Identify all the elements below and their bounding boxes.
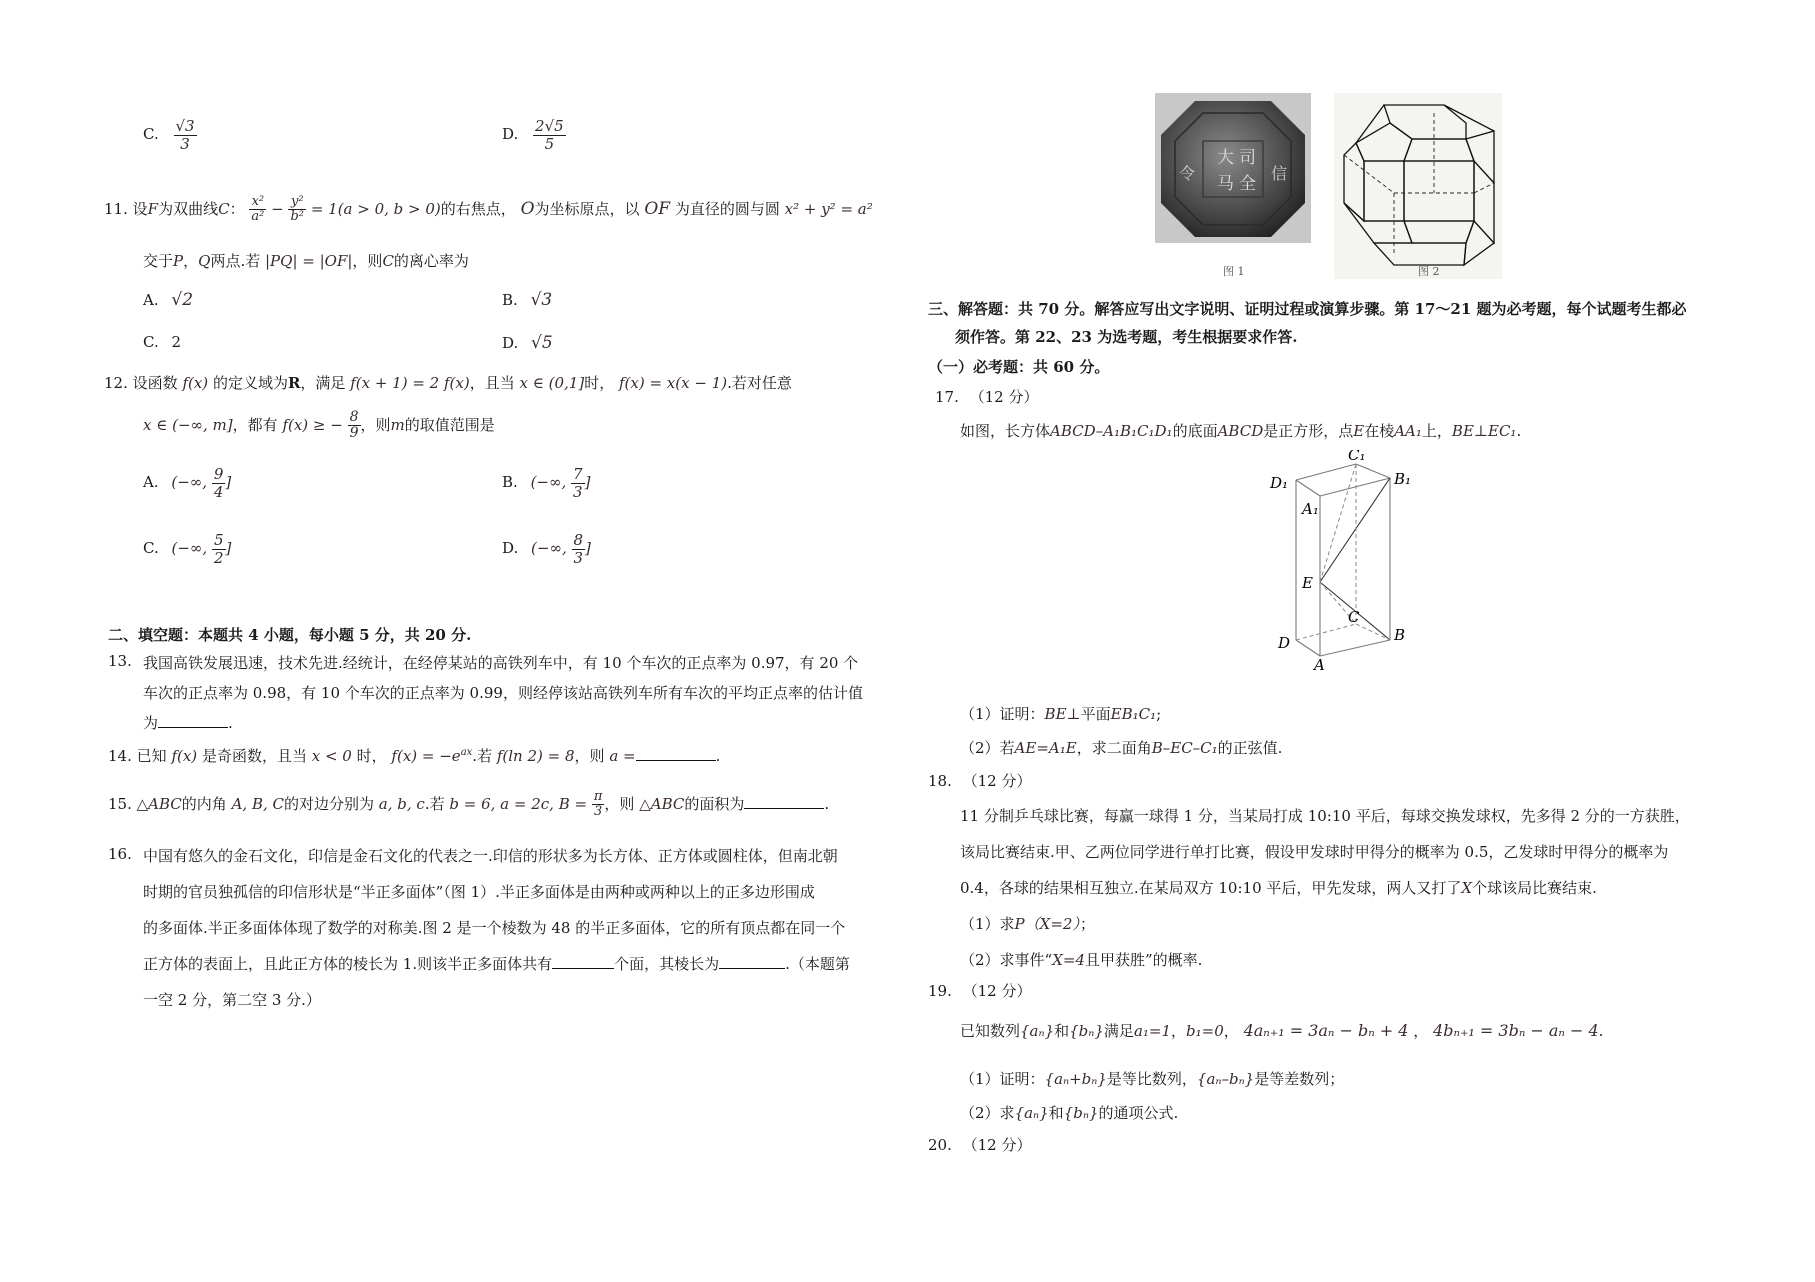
q12-option-a — [143, 466, 231, 500]
q12-option-c-label: C. — [143, 539, 159, 557]
q20-number: 20. — [928, 1136, 952, 1154]
q15-frac-pi3 — [592, 790, 605, 820]
q19-header — [928, 980, 1032, 1001]
q12-option-a-label: A. — [143, 473, 159, 491]
q12-eq-1: f(x + 1) = 2 f(x) — [350, 374, 470, 392]
q16-line3: 的多面体.半正多面体体现了数学的对称美.图 2 是一个棱数为 48 的半正多面体，它的所有顶点都在同一个 — [143, 919, 846, 937]
q19-stem — [960, 1020, 1603, 1041]
q11-minus: − — [271, 199, 284, 218]
q13-line3-text: 为 — [143, 714, 159, 732]
q14-text-a: 已知 — [136, 747, 167, 765]
q16-line4-c: .（本题第 — [785, 955, 850, 973]
q17-part2-a: （2）若 — [960, 739, 1015, 757]
q12-line2-c: 的取值范围是 — [404, 415, 495, 434]
q18-score: （12 分） — [962, 772, 1032, 790]
q11-line2-sep: ， — [183, 252, 199, 270]
figure-2-polyhedron — [1334, 93, 1502, 279]
q13-line3: 为 . — [143, 714, 233, 732]
q19-stem-a1: a₁=1 — [1133, 1022, 1172, 1040]
q17-number: 17. — [935, 388, 959, 406]
q19-score: （12 分） — [962, 982, 1032, 1000]
q12-option-c — [143, 532, 231, 566]
q11-option-d-label: D. — [502, 334, 519, 352]
q11-text-e: 为坐标原点，以 — [534, 199, 640, 218]
q11-text-c: ： — [229, 199, 245, 218]
q10-option-d-fraction — [533, 118, 566, 152]
q11-var-of: OF — [644, 198, 671, 219]
q11-option-b — [502, 290, 552, 310]
section2-title: 二、填空题：本题共 4 小题，每小题 5 分，共 20 分. — [108, 626, 472, 644]
q14-eq-4: a = — [609, 747, 636, 765]
q12-option-a-num: 9 — [213, 465, 224, 483]
q19-stem-an: {aₙ} — [1020, 1022, 1055, 1040]
seal-char-6: 令 — [1179, 164, 1196, 183]
q12-var-r: R — [287, 374, 301, 392]
q16-line4-a: 正方体的表面上，且此正方体的棱长为 1.则该半正多面体共有 — [143, 955, 553, 973]
q17-stem — [960, 420, 1521, 441]
q17-stem-e: 上， — [1421, 422, 1452, 440]
q18-part1-b: ； — [1079, 915, 1095, 933]
q19-part1-eq1: {aₙ+bₙ} — [1044, 1070, 1107, 1088]
q17-stem-eq3: AA₁ — [1394, 422, 1422, 440]
q13-number: 13. — [108, 652, 132, 670]
q16-number: 16. — [108, 845, 132, 863]
q12-option-c-post: ] — [225, 539, 232, 557]
q11-number: 11. — [104, 199, 128, 218]
q19-eq-end: . — [1598, 1022, 1604, 1040]
q18-part1-a: （1）求 — [960, 915, 1015, 933]
q13-line2: 车次的正点率为 0.98，有 10 个车次的正点率为 0.99，则经停该站高铁列车所有车次的平均正点率的估计值 — [143, 684, 863, 702]
label-a1: A₁ — [1302, 500, 1319, 518]
q12-eq-fx: f(x) — [182, 374, 209, 392]
q18-part1 — [960, 913, 1095, 934]
q18-line3-b: 个球该局比赛结束. — [1472, 879, 1597, 897]
q17-stem-f: . — [1516, 422, 1522, 440]
q12-option-b-den: 3 — [573, 482, 583, 501]
q11-line2-b: 两点.若 — [210, 252, 261, 270]
q15-eq-2: A, B, C — [231, 794, 284, 813]
q11-option-c-value: 2 — [171, 333, 182, 351]
q12-line2-b: ，则 — [360, 415, 391, 434]
q12-line2-eq2: f(x) ≥ − — [282, 415, 343, 434]
q17-stem-a: 如图，长方体 — [960, 422, 1051, 440]
q11-var-q: Q — [198, 252, 211, 270]
q17-part2-eq: AE=A₁E — [1014, 739, 1077, 757]
q12-text-d: ，且当 — [469, 374, 515, 392]
polyhedron-svg — [1334, 93, 1502, 279]
q16-line4-b: 个面，其棱长为 — [614, 955, 720, 973]
q10-option-d-num: 2√5 — [535, 117, 564, 135]
q11-var-o: O — [520, 198, 535, 219]
q12-stem-line2 — [143, 410, 495, 442]
q19-part2-c: 的通项公式. — [1098, 1104, 1179, 1122]
seal-char-2: 司 — [1239, 148, 1256, 168]
q12-text-c: ，满足 — [300, 374, 346, 392]
q12-eq-3: f(x) = x(x − 1) — [618, 374, 728, 392]
q10-option-d — [502, 118, 566, 152]
label-b: B — [1394, 626, 1406, 644]
q19-number: 19. — [928, 982, 952, 1000]
q17-part1-a: （1）证明： — [960, 705, 1045, 723]
seal-char-5: 信 — [1271, 164, 1288, 183]
q12-option-a-den: 4 — [213, 482, 224, 501]
q11-option-c-label: C. — [143, 333, 159, 351]
q11-line2-c: ，则 — [352, 252, 383, 270]
q20-score: （12 分） — [962, 1136, 1032, 1154]
q12-option-c-pre: (−∞, — [171, 539, 212, 557]
q17-part1-eq2: EB₁C₁ — [1110, 705, 1157, 723]
q15-text-b: 的对边分别为 — [284, 794, 375, 813]
q11-var-f: F — [147, 199, 159, 218]
q19-eq-1: 4aₙ₊₁ = 3aₙ − bₙ + 4 — [1243, 1021, 1409, 1040]
q12-option-a-post: ] — [225, 473, 232, 491]
q19-stem-sep: ， — [1171, 1022, 1187, 1040]
q15-text-a: 的内角 — [181, 794, 227, 813]
q12-option-b-post: ] — [584, 473, 591, 491]
q12-text-e: 时， — [584, 374, 615, 392]
q10-option-c — [143, 118, 197, 152]
q15-stem: 15. △ABC的内角 A, B, C的对边分别为 a, b, c.若 b = 6, a = 2c, B = $\frac{\pi}{3}$ ，则 △ABC的面积为 . — [108, 789, 830, 820]
q18-line1: 11 分制乒乓球比赛，每赢一球得 1 分，当某局打成 10:10 平后，每球交换发球权，先多得 2 分的一方获胜， — [960, 807, 1690, 825]
q17-stem-b: 的底面 — [1172, 422, 1218, 440]
q17-stem-c: 是正方形，点 — [1263, 422, 1354, 440]
q12-option-b-frac — [571, 466, 585, 500]
q17-stem-eq: ABCD–A₁B₁C₁D₁ — [1050, 422, 1173, 440]
q10-option-d-den: 5 — [544, 134, 555, 153]
q15-text-d: ，则 — [604, 794, 635, 813]
q12-stem-line1 — [104, 372, 792, 393]
q18-part2-b: 且甲获胜”的概率. — [1085, 951, 1203, 969]
q12-text-f: .若对任意 — [727, 374, 792, 392]
q19-stem-d: ， — [1223, 1022, 1239, 1040]
q11-frac-x — [249, 195, 266, 225]
q20-header — [928, 1134, 1032, 1155]
q12-line2-eq: x ∈ (−∞, m] — [143, 415, 233, 434]
q14-answer-blank[interactable] — [636, 746, 716, 761]
q18-line3-a: 0.4，各球的结果相互独立.在某局双方 10:10 平后，甲先发球，两人又打了 — [960, 879, 1462, 897]
q17-cuboid-figure — [1268, 450, 1428, 672]
q11-eq-circle: x² + y² = a² — [784, 199, 873, 218]
q15-eq-3: a, b, c — [378, 794, 425, 813]
q12-eq-2: x ∈ (0,1] — [519, 374, 585, 392]
q17-part1-b: 平面 — [1080, 705, 1111, 723]
q12-option-b-label: B. — [502, 473, 518, 491]
q16-line2: 时期的官员独孤信的印信形状是“半正多面体”（图 1）.半正多面体是由两种或两种以上的正多边形围成 — [143, 883, 815, 901]
label-b1: B₁ — [1394, 470, 1412, 488]
q19-part1-a: （1）证明： — [960, 1070, 1045, 1088]
q17-part1-c: ; — [1156, 705, 1162, 723]
q12-option-b-pre: (−∞, — [530, 473, 572, 491]
q15-text-c: .若 — [424, 794, 445, 813]
q17-part2-c: 的正弦值. — [1217, 739, 1283, 757]
q11-frac-x-den: a² — [251, 209, 265, 225]
q19-stem-c: 满足 — [1103, 1022, 1134, 1040]
q17-part1 — [960, 703, 1161, 724]
q18-number: 18. — [928, 772, 952, 790]
q17-part2-eq2: B–EC–C₁ — [1151, 739, 1218, 757]
q11-stem-line2 — [143, 250, 469, 271]
q18-part2-eq: X=4 — [1052, 951, 1086, 969]
q11-text-b: 为双曲线 — [158, 199, 219, 218]
q11-frac-x-num: x² — [249, 195, 266, 210]
q12-text-b: 的定义域为 — [212, 374, 288, 392]
section3-sub1: （一）必考题：共 60 分。 — [928, 358, 1110, 376]
q19-part2-b: 和 — [1048, 1104, 1064, 1122]
q19-stem-b: 和 — [1054, 1022, 1070, 1040]
q19-part2-a: （2）求 — [960, 1104, 1015, 1122]
q14-text-b: 是奇函数，且当 — [201, 747, 307, 765]
q15-eq-4: b = 6, a = 2c, B = — [449, 794, 588, 813]
q15-eq-1: △ABC — [136, 794, 182, 813]
seal-char-3: 马 — [1217, 174, 1234, 194]
q17-part2-b: ，求二面角 — [1076, 739, 1152, 757]
q11-text-d: 的右焦点， — [440, 199, 516, 218]
q11-stem-line1 — [104, 195, 873, 225]
q12-option-d — [502, 532, 591, 566]
q11-option-d — [502, 333, 553, 353]
q12-line2-a: ，都有 — [232, 415, 278, 434]
q11-frac-y — [288, 195, 306, 225]
q11-line2-d: 的离心率为 — [393, 252, 469, 270]
q11-var-c: C — [218, 199, 230, 218]
q16-line5: 一空 2 分，第二空 3 分.） — [143, 991, 321, 1009]
seal-char-1: 大 — [1217, 148, 1234, 168]
q12-option-d-num: 8 — [573, 531, 584, 549]
figure-2-caption: 图 2 — [1418, 265, 1440, 278]
q12-option-b — [502, 466, 590, 500]
q19-part2 — [960, 1102, 1178, 1123]
q11-frac-y-num: y² — [288, 195, 306, 210]
q10-option-c-den: 3 — [180, 134, 190, 153]
label-e: E — [1302, 574, 1313, 592]
q11-option-d-value: √5 — [531, 333, 553, 353]
q11-option-b-label: B. — [502, 291, 518, 309]
q19-part2-eq2: {bₙ} — [1063, 1104, 1099, 1122]
q18-part2 — [960, 949, 1202, 970]
q16-answer-blank-2[interactable] — [719, 954, 785, 969]
label-c: C — [1348, 608, 1360, 626]
q17-header — [935, 386, 1039, 407]
q11-line2-eq: |PQ| = |OF| — [265, 252, 353, 270]
label-a: A — [1314, 656, 1325, 672]
q19-stem-b1: b₁=0 — [1186, 1022, 1224, 1040]
q12-option-d-den: 3 — [573, 548, 584, 567]
q14-number: 14. — [108, 747, 132, 765]
seal-char-4: 全 — [1239, 174, 1256, 194]
q12-frac-89-den: 9 — [349, 425, 359, 442]
q12-option-b-num: 7 — [573, 465, 583, 483]
cuboid-svg — [1268, 450, 1428, 672]
q12-option-c-den: 2 — [213, 548, 224, 567]
q18-var-x: X — [1461, 879, 1473, 897]
q11-text-a: 设 — [132, 199, 148, 218]
q12-option-c-num: 5 — [213, 531, 224, 549]
q15-eq-5: △ABC — [639, 794, 685, 813]
q19-part1 — [960, 1068, 1344, 1089]
section3-line2: 须作答。第 22、23 为选考题，考生根据要求作答. — [955, 328, 1298, 346]
q19-stem-a: 已知数列 — [960, 1022, 1021, 1040]
q16-answer-blank-1[interactable] — [552, 954, 614, 969]
q11-eq-rest: = 1(a > 0, b > 0) — [310, 199, 441, 218]
q12-option-d-frac — [572, 532, 586, 566]
q13-answer-blank[interactable] — [158, 713, 228, 728]
q10-option-d-label: D. — [502, 125, 519, 143]
q12-number: 12. — [104, 374, 128, 392]
q14-stem: 14. 已知 f(x) 是奇函数，且当 x < 0 时， $f(x) = -e^{ax}$.若 f(ln 2) = 8，则 a = . — [108, 747, 721, 765]
q17-part1-eq: BE⊥ — [1044, 705, 1081, 723]
q19-eq-sep: ， — [1413, 1022, 1429, 1040]
q18-part2-a: （2）求事件“ — [960, 951, 1053, 969]
q11-option-c — [143, 333, 181, 351]
q19-eq-2: 4bₙ₊₁ = 3bₙ − aₙ − 4 — [1433, 1021, 1599, 1040]
q11-var-p: P — [173, 252, 184, 270]
q13-line1: 我国高铁发展迅速，技术先进.经统计，在经停某站的高铁列车中，有 10 个车次的正点率为 0.97，有 20 个 — [143, 654, 859, 672]
q14-text-e: ，则 — [574, 747, 605, 765]
figure-1-caption: 图 1 — [1223, 265, 1245, 278]
q18-part1-eq: P（X=2） — [1014, 915, 1080, 933]
q12-var-m: m — [390, 415, 405, 434]
q14-eq-fx: f(x) — [171, 747, 198, 765]
q19-part1-b: 是等比数列， — [1106, 1070, 1197, 1088]
q15-frac-num: π — [593, 789, 603, 804]
q12-option-c-frac — [212, 532, 226, 566]
q11-option-a-label: A. — [143, 291, 159, 309]
q12-text-a: 设函数 — [132, 374, 178, 392]
q11-frac-y-den: b² — [290, 209, 305, 225]
q17-stem-d: 在棱 — [1364, 422, 1395, 440]
q11-line2-var-c: C — [382, 252, 394, 270]
q12-frac-89 — [348, 410, 361, 442]
label-d: D — [1278, 634, 1291, 652]
q12-option-d-post: ] — [585, 539, 591, 557]
q11-option-a — [143, 290, 193, 310]
q19-stem-bn: {bₙ} — [1069, 1022, 1104, 1040]
q14-eq-1: x < 0 — [311, 747, 352, 765]
seal-photo-svg — [1155, 93, 1311, 243]
q19-part1-eq2: {aₙ–bₙ} — [1196, 1070, 1255, 1088]
q16-line1: 中国有悠久的金石文化，印信是金石文化的代表之一.印信的形状多为长方体、正方体或圆柱体，但南北朝 — [143, 847, 838, 865]
label-d1: D₁ — [1270, 474, 1289, 492]
q12-option-d-label: D. — [502, 539, 519, 557]
q12-option-d-pre: (−∞, — [531, 539, 572, 557]
q12-frac-89-num: 8 — [349, 409, 359, 425]
q10-option-c-num: √3 — [175, 117, 195, 135]
q10-option-c-fraction — [174, 118, 197, 152]
section3-line1: 三、解答题：共 70 分。解答应写出文字说明、证明过程或演算步骤。第 17～21 题为必考题，每个试题考生都必 — [928, 300, 1687, 318]
q14-eq-2: f(x) = −e — [391, 747, 461, 765]
q15-frac-den: 3 — [593, 804, 603, 820]
q17-stem-e-var: E — [1353, 422, 1365, 440]
q10-option-c-label: C. — [143, 125, 159, 143]
q17-part2 — [960, 737, 1282, 758]
q18-line2: 该局比赛结束.甲、乙两位同学进行单打比赛，假设甲发球时甲得分的概率为 0.5，乙发球时甲得分的概率为 — [960, 843, 1669, 861]
q14-eq-2-sup: ax — [460, 747, 473, 758]
q15-number: 15. — [108, 794, 132, 813]
q15-text-e: 的面积为 — [684, 794, 745, 813]
q11-line2-a: 交于 — [143, 252, 174, 270]
q11-option-b-value: √3 — [530, 290, 553, 310]
q12-option-a-frac — [212, 466, 226, 500]
q18-line3 — [960, 877, 1597, 898]
q17-stem-eq4: BE⊥EC₁ — [1451, 422, 1517, 440]
q11-text-f: 为直径的圆与圆 — [674, 199, 780, 218]
q11-option-a-value: √2 — [171, 290, 194, 310]
figure-1-seal-photo — [1155, 93, 1311, 243]
q19-part1-c: 是等差数列； — [1254, 1070, 1345, 1088]
q17-score: （12 分） — [969, 388, 1039, 406]
q17-stem-eq2: ABCD — [1217, 422, 1264, 440]
q15-answer-blank[interactable] — [744, 794, 824, 809]
q14-eq-3: f(ln 2) = 8 — [496, 747, 575, 765]
q16-line4 — [143, 953, 850, 974]
q18-header — [928, 770, 1032, 791]
q14-text-d: .若 — [472, 747, 493, 765]
q14-text-c: 时， — [356, 747, 387, 765]
label-c1: C₁ — [1348, 450, 1366, 464]
q12-option-a-pre: (−∞, — [171, 473, 212, 491]
q19-part2-eq1: {aₙ} — [1014, 1104, 1049, 1122]
